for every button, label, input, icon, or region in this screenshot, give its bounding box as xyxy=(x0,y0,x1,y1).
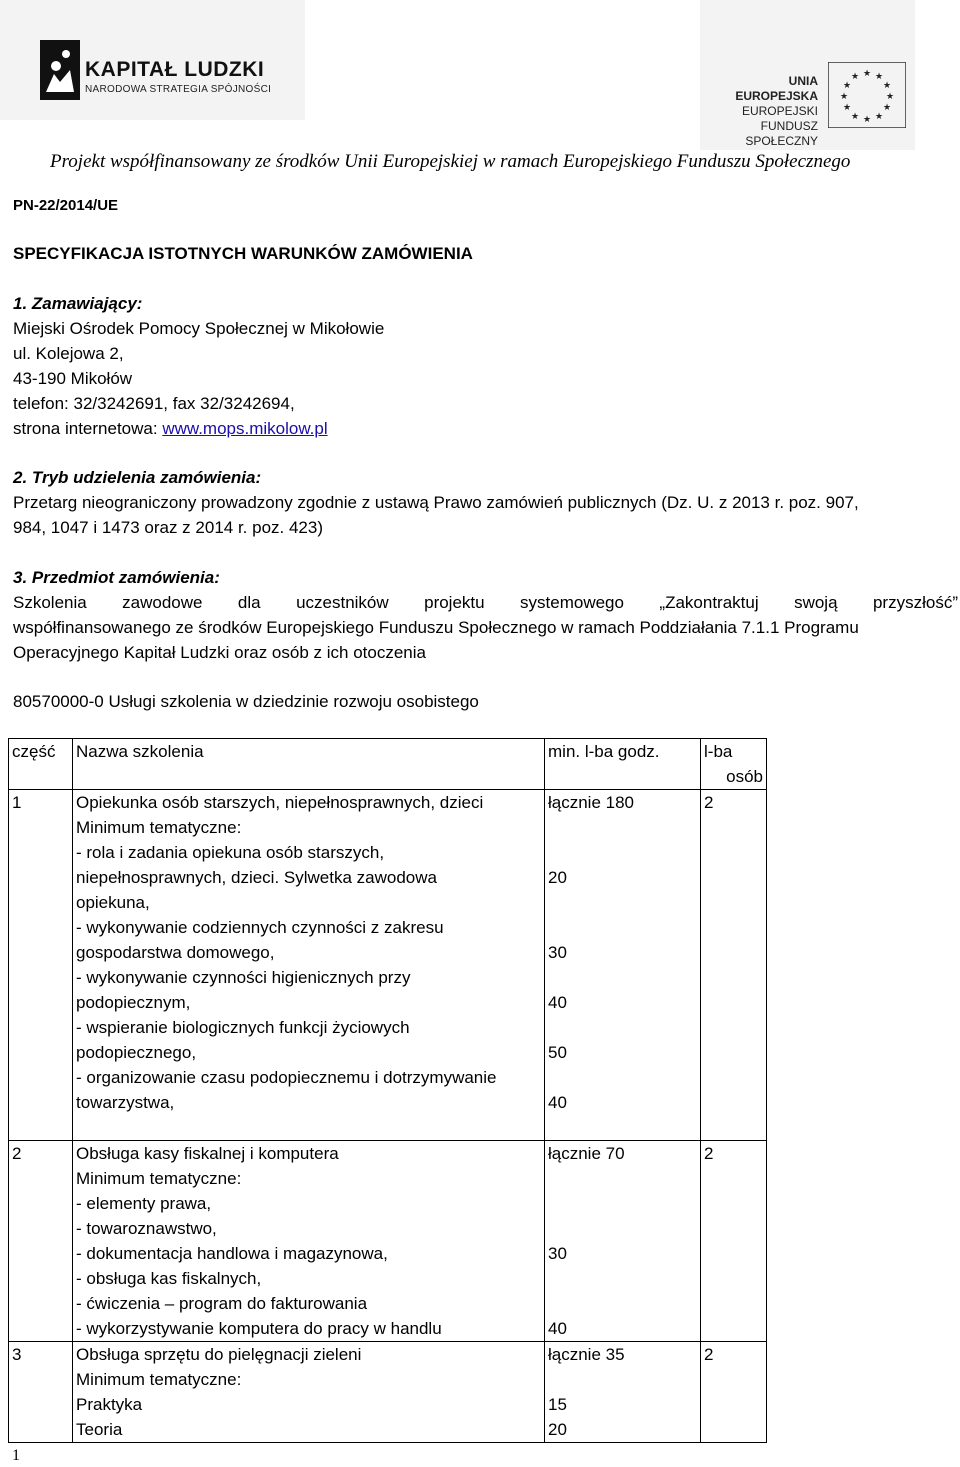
svg-text:★: ★ xyxy=(874,112,884,122)
table-header-row xyxy=(9,739,767,790)
kapital-ludzki-title: KAPITAŁ LUDZKI xyxy=(85,58,265,81)
orderer-web xyxy=(13,419,328,439)
eu-logo xyxy=(700,0,915,150)
eu-stars-icon xyxy=(828,62,906,128)
hours-line xyxy=(548,840,697,865)
header-persons-line1: l-ba xyxy=(704,742,733,761)
hours-line: 20 xyxy=(548,868,567,887)
hours-line xyxy=(548,1115,697,1140)
description-line: Teoria xyxy=(76,1420,123,1439)
kapital-ludzki-subtitle: NARODOWA STRATEGIA SPÓJNOŚCI xyxy=(85,84,272,95)
description-line: - obsługa kas fiskalnych, xyxy=(76,1269,262,1288)
hours-line: 50 xyxy=(548,1043,567,1062)
description-line: Praktyka xyxy=(76,1395,143,1414)
web-label: strona internetowa: xyxy=(13,419,163,438)
section1-heading: 1. Zamawiający: xyxy=(13,294,143,313)
hours-line: 30 xyxy=(548,943,567,962)
hours-line xyxy=(548,1367,697,1392)
description-line: gospodarstwa domowego, xyxy=(76,943,275,962)
row-part: 1 xyxy=(9,790,73,1141)
hours-line xyxy=(548,815,697,840)
row-hours xyxy=(545,1141,701,1342)
hours-line xyxy=(548,1216,697,1241)
row-description xyxy=(73,790,545,1141)
eu-line2: EUROPEJSKI xyxy=(741,104,818,118)
website-link[interactable]: www.mops.mikolow.pl xyxy=(162,419,328,438)
hours-line xyxy=(548,890,697,915)
hours-line: 15 xyxy=(548,1395,567,1414)
reference-number: PN-22/2014/UE xyxy=(13,197,119,214)
hours-line: 40 xyxy=(548,993,567,1012)
description-line: Minimum tematyczne: xyxy=(76,1370,242,1389)
hours-line xyxy=(548,1065,697,1090)
orderer-phone: telefon: 32/3242691, fax 32/3242694, xyxy=(13,394,295,413)
hours-line: łącznie 180 xyxy=(548,793,635,812)
description-line xyxy=(76,1115,541,1140)
svg-text:★: ★ xyxy=(882,81,892,91)
description-line: towarzystwa, xyxy=(76,1093,175,1112)
row-persons: 2 xyxy=(701,1141,767,1342)
section3-line2: współfinansowanego ze środków Europejskiego Funduszu Społecznego w ramach Poddziałania 7.1.1 Programu xyxy=(13,618,859,637)
svg-text:★: ★ xyxy=(885,92,895,102)
hours-line xyxy=(548,1015,697,1040)
description-line: opiekuna, xyxy=(76,893,150,912)
page-number: 1 xyxy=(12,1447,20,1464)
svg-text:★: ★ xyxy=(850,72,860,82)
description-line: - wykonywanie czynności higienicznych przy xyxy=(76,968,411,987)
header-hours: min. l-ba godz. xyxy=(545,739,701,790)
cpv-code: 80570000-0 Usługi szkolenia w dziedzinie rozwoju osobistego xyxy=(13,692,479,711)
hours-line xyxy=(548,1266,697,1291)
description-line: - wykonywanie codziennych czynności z zakresu xyxy=(76,918,444,937)
hours-line xyxy=(548,1166,697,1191)
svg-text:★: ★ xyxy=(839,92,849,102)
header-persons-line2: osób xyxy=(726,767,763,786)
description-line: - elementy prawa, xyxy=(76,1194,212,1213)
hours-line: łącznie 35 xyxy=(548,1345,625,1364)
svg-text:★: ★ xyxy=(842,81,852,91)
row-part: 3 xyxy=(9,1342,73,1443)
description-line: podopiecznym, xyxy=(76,993,191,1012)
description-line: Obsługa sprzętu do pielęgnacji zieleni xyxy=(76,1345,362,1364)
description-line: - rola i zadania opiekuna osób starszych, xyxy=(76,843,385,862)
description-line: - towaroznawstwo, xyxy=(76,1219,217,1238)
row-description xyxy=(73,1342,545,1443)
description-line: - ćwiczenia – program do fakturowania xyxy=(76,1294,368,1313)
description-line: - dokumentacja handlowa i magazynowa, xyxy=(76,1244,388,1263)
svg-text:★: ★ xyxy=(874,72,884,82)
hours-line xyxy=(548,915,697,940)
table-row xyxy=(9,790,767,1141)
description-line: - wykorzystywanie komputera do pracy w handlu xyxy=(76,1319,442,1338)
svg-text:★: ★ xyxy=(862,69,872,79)
header-part: część xyxy=(9,739,73,790)
row-hours xyxy=(545,1342,701,1443)
row-part: 2 xyxy=(9,1141,73,1342)
hours-line xyxy=(548,1191,697,1216)
section3-line3: Operacyjnego Kapitał Ludzki oraz osób z ich otoczenia xyxy=(13,643,426,662)
orderer-street: ul. Kolejowa 2, xyxy=(13,344,124,363)
project-tagline: Projekt współfinansowany ze środków Unii Europejskiej w ramach Europejskiego Funduszu Społecznego xyxy=(50,151,851,172)
header-persons xyxy=(701,739,767,790)
eu-logo-text xyxy=(726,74,818,149)
description-line: Obsługa kasy fiskalnej i komputera xyxy=(76,1144,339,1163)
description-line: niepełnosprawnych, dzieci. Sylwetka zawodowa xyxy=(76,868,437,887)
hours-line xyxy=(548,965,697,990)
description-line: - wspieranie biologicznych funkcji życiowych xyxy=(76,1018,410,1037)
table-row xyxy=(9,1342,767,1443)
section2-line2: 984, 1047 i 1473 oraz z 2014 r. poz. 423) xyxy=(13,518,324,537)
hours-line: 40 xyxy=(548,1093,567,1112)
svg-text:★: ★ xyxy=(842,103,852,113)
svg-text:★: ★ xyxy=(850,112,860,122)
description-line: - organizowanie czasu podopiecznemu i dotrzymywanie xyxy=(76,1068,497,1087)
eu-line1: UNIA EUROPEJSKA xyxy=(735,74,818,103)
kapital-ludzki-emblem-icon xyxy=(40,40,80,100)
section2-line1: Przetarg nieograniczony prowadzony zgodnie z ustawą Prawo zamówień publicznych (Dz. U. z 2013 r. poz. 907, xyxy=(13,493,859,512)
table-row xyxy=(9,1141,767,1342)
row-hours xyxy=(545,790,701,1141)
section3-heading: 3. Przedmiot zamówienia: xyxy=(13,568,220,587)
section3-line1: Szkolenia zawodowe dla uczestników projektu systemowego „Zakontraktuj swoją przyszłość” xyxy=(13,593,958,612)
hours-line: 40 xyxy=(548,1319,567,1338)
hours-line: 30 xyxy=(548,1244,567,1263)
svg-text:★: ★ xyxy=(862,115,872,125)
orderer-city: 43-190 Mikołów xyxy=(13,369,133,388)
section2-heading: 2. Tryb udzielenia zamówienia: xyxy=(13,468,262,487)
orderer-name: Miejski Ośrodek Pomocy Społecznej w Mikołowie xyxy=(13,319,385,338)
document-title: SPECYFIKACJA ISTOTNYCH WARUNKÓW ZAMÓWIENIA xyxy=(13,244,473,263)
hours-line: łącznie 70 xyxy=(548,1144,625,1163)
svg-text:★: ★ xyxy=(882,103,892,113)
description-line: Minimum tematyczne: xyxy=(76,1169,242,1188)
row-persons: 2 xyxy=(701,790,767,1141)
row-description xyxy=(73,1141,545,1342)
kapital-ludzki-logo xyxy=(0,0,305,120)
hours-line: 20 xyxy=(548,1420,567,1439)
training-parts-table xyxy=(8,738,767,1443)
hours-line xyxy=(548,1291,697,1316)
description-line: Minimum tematyczne: xyxy=(76,818,242,837)
description-line: podopiecznego, xyxy=(76,1043,197,1062)
row-persons: 2 xyxy=(701,1342,767,1443)
description-line: Opiekunka osób starszych, niepełnosprawnych, dzieci xyxy=(76,793,484,812)
header-name: Nazwa szkolenia xyxy=(73,739,545,790)
eu-line3: FUNDUSZ SPOŁECZNY xyxy=(745,119,818,148)
